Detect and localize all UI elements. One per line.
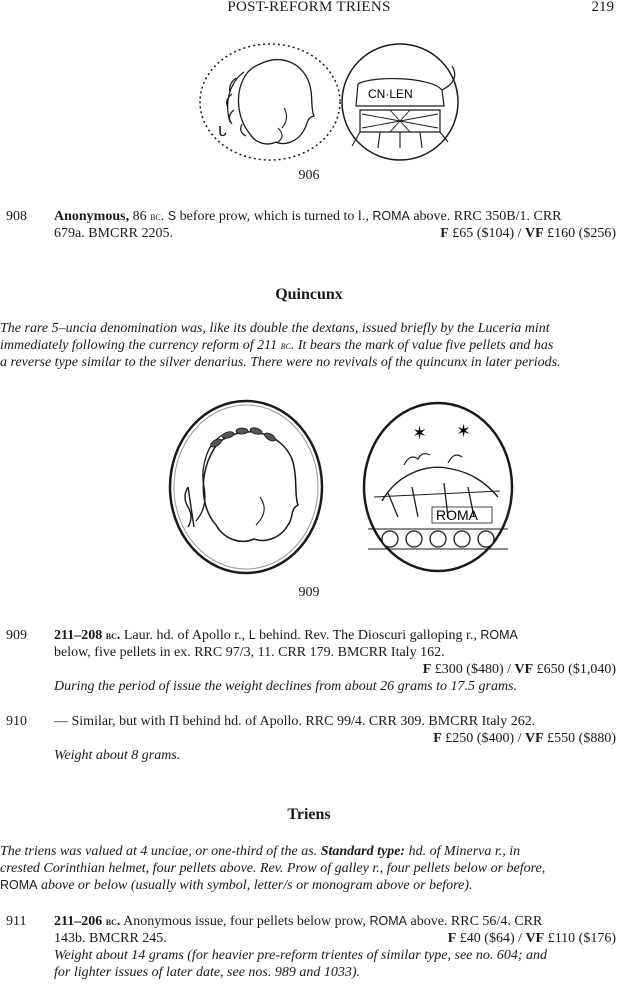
legend-roma: ROMA	[372, 209, 410, 223]
running-title: POST-REFORM TRIENS	[227, 0, 391, 15]
entry-number: 911	[6, 914, 27, 929]
legend-roma: ROMA	[369, 914, 407, 928]
coin-figure-906	[0, 40, 618, 190]
paragraph-line: crested Corinthian helmet, four pellets above. Rev. Prow of galley r., four pellets below or before,	[0, 861, 546, 876]
entry-line: 211–208 bc. Laur. hd. of Apollo r., L behind. Rev. The Dioscuri galloping r., ROMA	[54, 628, 518, 643]
entry-text: .	[160, 209, 168, 224]
entry-body	[54, 913, 616, 981]
entry-date: 211–208	[54, 628, 103, 643]
coin-909-reverse	[364, 403, 512, 571]
era-label: bc	[105, 628, 117, 642]
entry-number: 908	[6, 209, 27, 224]
figure-label: 909	[298, 585, 320, 600]
running-header	[0, 0, 618, 20]
symbol-letter: L	[248, 628, 256, 642]
entry-note: Weight about 8 grams.	[54, 748, 181, 763]
coin-909-obverse	[170, 401, 322, 573]
coin-906-illustration	[0, 40, 618, 165]
entry-body	[54, 208, 616, 242]
catalog-entry-908	[6, 208, 616, 244]
catalog-entry-910	[6, 713, 616, 767]
figure-label: 906	[298, 168, 320, 183]
entry-line	[54, 930, 616, 947]
entry-body	[54, 627, 616, 695]
coin-906-reverse	[342, 44, 458, 160]
entry-text: above. RRC 350B/1. CRR	[409, 209, 562, 224]
coin-906-legend: CN·LEN	[368, 87, 413, 101]
paragraph-line: The triens was valued at 4 unciae, or one-third of the as. Standard type: hd. of Minerva r., in	[0, 844, 521, 859]
section-intro-triens	[0, 843, 618, 894]
coin-909-illustration	[0, 395, 618, 585]
entry-line	[54, 225, 616, 242]
entry-authority: Anonymous,	[54, 209, 130, 224]
entry-text: before prow, which is turned to l.,	[176, 209, 373, 224]
star-icon: ✶	[412, 423, 428, 443]
entry-price: F £40 ($64) / VF £110 ($176)	[447, 931, 616, 946]
era-label: bc	[105, 914, 117, 928]
entry-line	[54, 208, 616, 225]
entry-note: Weight about 14 grams (for heavier pre-reform trientes of similar type, see no. 604; and	[54, 948, 548, 963]
paragraph-line: ROMA above or below (usually with symbol, letter/s or monogram above or before).	[0, 878, 473, 893]
section-heading-triens: Triens	[287, 806, 331, 823]
section-heading-quincunx: Quincunx	[275, 286, 343, 303]
entry-body	[54, 713, 616, 764]
coin-906-obverse	[200, 44, 340, 160]
catalog-entry-909	[6, 627, 616, 697]
entry-line: below, five pellets in ex. RRC 97/3, 11. CRR 179. BMCRR Italy 162.	[54, 645, 445, 660]
entry-text: 86	[129, 209, 151, 224]
entry-date: 211–206	[54, 914, 103, 929]
symbol-letter: S	[167, 209, 177, 223]
section-intro-quincunx	[0, 320, 618, 371]
paragraph-line: The rare 5–uncia denomination was, like its double the dextans, issued briefly by the Luceria mint	[0, 321, 550, 336]
entry-references: 143b. BMCRR 245.	[54, 931, 167, 946]
coin-909-legend: ROMA	[436, 507, 478, 523]
paragraph-line: immediately following the currency reform of 211 bc. It bears the mark of value five pellets and has	[0, 338, 554, 353]
legend-roma: ROMA	[480, 628, 518, 642]
entry-references: 679a. BMCRR 2205.	[54, 226, 174, 241]
entry-price: F £300 ($480) / VF £650 ($1,040)	[422, 662, 616, 677]
page-number: 219	[591, 0, 614, 15]
entry-note: for lighter issues of later date, see nos. 989 and 1033).	[54, 965, 361, 980]
coin-figure-909	[0, 395, 618, 605]
entry-note: During the period of issue the weight declines from about 26 grams to 17.5 grams.	[54, 679, 518, 694]
star-icon: ✶	[456, 421, 472, 441]
era-label: bc	[150, 209, 161, 223]
entry-number: 910	[6, 714, 27, 729]
svg-text:ᒐ: ᒐ	[218, 125, 227, 140]
catalog-entry-911	[6, 913, 616, 985]
entry-number: 909	[6, 628, 27, 643]
paragraph-line: a reverse type similar to the silver denarius. There were no revivals of the quincunx in later periods.	[0, 355, 561, 370]
entry-line: — Similar, but with Π behind hd. of Apollo. RRC 99/4. CRR 309. BMCRR Italy 262.	[54, 714, 536, 729]
entry-price: F £65 ($104) / VF £160 ($256)	[440, 226, 616, 241]
entry-price: F £250 ($400) / VF £550 ($880)	[433, 731, 616, 746]
entry-line: 211–206 bc. Anonymous issue, four pellets below prow, ROMA above. RRC 56/4. CRR	[54, 914, 543, 929]
